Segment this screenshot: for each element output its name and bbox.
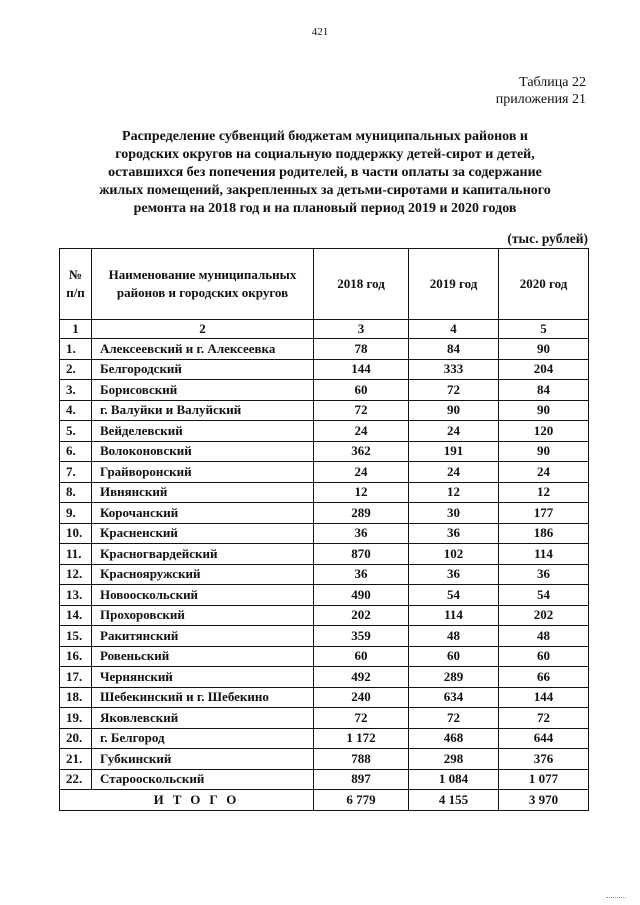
value-2019: 36 <box>409 523 499 544</box>
table-row <box>60 359 589 380</box>
units-note: (тыс. рублей) <box>507 231 588 246</box>
value-2019: 72 <box>409 708 499 729</box>
value-2019: 333 <box>409 359 499 380</box>
value-2020: 90 <box>499 339 589 360</box>
value-2018: 289 <box>314 503 409 524</box>
row-number: 15. <box>60 626 92 647</box>
value-2020: 186 <box>499 523 589 544</box>
row-number: 2. <box>60 359 92 380</box>
row-number: 16. <box>60 646 92 667</box>
value-2018: 24 <box>314 462 409 483</box>
value-2018: 359 <box>314 626 409 647</box>
scan-mark <box>606 897 626 901</box>
district-name: Алексеевский и г. Алексеевка <box>92 339 314 360</box>
value-2018: 897 <box>314 769 409 790</box>
value-2018: 78 <box>314 339 409 360</box>
district-name: Губкинский <box>92 749 314 770</box>
total-2020: 3 970 <box>499 790 589 811</box>
value-2019: 84 <box>409 339 499 360</box>
value-2019: 24 <box>409 462 499 483</box>
value-2019: 72 <box>409 380 499 401</box>
row-number: 6. <box>60 441 92 462</box>
value-2018: 60 <box>314 646 409 667</box>
district-name: Красненский <box>92 523 314 544</box>
header-num: № п/п <box>60 249 92 320</box>
value-2020: 66 <box>499 667 589 688</box>
table-row <box>60 400 589 421</box>
table-row <box>60 380 589 401</box>
table-row <box>60 339 589 360</box>
value-2018: 1 172 <box>314 728 409 749</box>
value-2020: 48 <box>499 626 589 647</box>
value-2018: 788 <box>314 749 409 770</box>
value-2018: 202 <box>314 605 409 626</box>
table-row <box>60 585 589 606</box>
header-row <box>60 249 589 320</box>
value-2019: 191 <box>409 441 499 462</box>
row-number: 19. <box>60 708 92 729</box>
value-2020: 72 <box>499 708 589 729</box>
district-name: Чернянский <box>92 667 314 688</box>
table-row <box>60 626 589 647</box>
header-name: Наименование муниципальных районов и городских округов <box>92 249 314 320</box>
table-row <box>60 646 589 667</box>
column-index: 3 <box>314 320 409 339</box>
district-name: Борисовский <box>92 380 314 401</box>
value-2020: 114 <box>499 544 589 565</box>
value-2019: 30 <box>409 503 499 524</box>
value-2020: 1 077 <box>499 769 589 790</box>
value-2018: 240 <box>314 687 409 708</box>
value-2019: 24 <box>409 421 499 442</box>
table-row <box>60 544 589 565</box>
value-2019: 60 <box>409 646 499 667</box>
value-2020: 204 <box>499 359 589 380</box>
table-row <box>60 441 589 462</box>
value-2020: 60 <box>499 646 589 667</box>
table-caption-line: приложения 21 <box>495 92 586 107</box>
district-name: Ровеньский <box>92 646 314 667</box>
district-name: Прохоровский <box>92 605 314 626</box>
row-number: 18. <box>60 687 92 708</box>
table-row <box>60 728 589 749</box>
value-2019: 12 <box>409 482 499 503</box>
row-number: 11. <box>60 544 92 565</box>
row-number: 9. <box>60 503 92 524</box>
table-row <box>60 462 589 483</box>
district-name: Белгородский <box>92 359 314 380</box>
total-2018: 6 779 <box>314 790 409 811</box>
value-2020: 36 <box>499 564 589 585</box>
district-name: Старооскольский <box>92 769 314 790</box>
table-row <box>60 503 589 524</box>
title-line: ремонта на 2018 год и на плановый период 2019 и 2020 годов <box>133 201 517 216</box>
value-2019: 90 <box>409 400 499 421</box>
value-2018: 24 <box>314 421 409 442</box>
row-number: 4. <box>60 400 92 421</box>
value-2020: 12 <box>499 482 589 503</box>
value-2020: 376 <box>499 749 589 770</box>
document-title <box>90 128 560 218</box>
value-2019: 468 <box>409 728 499 749</box>
table-row <box>60 564 589 585</box>
value-2020: 144 <box>499 687 589 708</box>
value-2018: 72 <box>314 400 409 421</box>
value-2020: 24 <box>499 462 589 483</box>
row-number: 12. <box>60 564 92 585</box>
value-2019: 298 <box>409 749 499 770</box>
value-2018: 12 <box>314 482 409 503</box>
value-2019: 634 <box>409 687 499 708</box>
district-name: Яковлевский <box>92 708 314 729</box>
column-index: 5 <box>499 320 589 339</box>
row-number: 10. <box>60 523 92 544</box>
value-2019: 289 <box>409 667 499 688</box>
district-name: Корочанский <box>92 503 314 524</box>
column-index-row <box>60 320 589 339</box>
value-2018: 490 <box>314 585 409 606</box>
value-2020: 54 <box>499 585 589 606</box>
row-number: 1. <box>60 339 92 360</box>
value-2019: 114 <box>409 605 499 626</box>
column-index: 4 <box>409 320 499 339</box>
row-number: 20. <box>60 728 92 749</box>
district-name: Вейделевский <box>92 421 314 442</box>
value-2019: 54 <box>409 585 499 606</box>
value-2018: 492 <box>314 667 409 688</box>
subsidy-table <box>59 248 589 811</box>
value-2020: 177 <box>499 503 589 524</box>
table-caption <box>496 74 586 108</box>
value-2018: 144 <box>314 359 409 380</box>
table-row <box>60 523 589 544</box>
value-2019: 36 <box>409 564 499 585</box>
value-2018: 72 <box>314 708 409 729</box>
total-row <box>60 790 589 811</box>
column-index: 2 <box>92 320 314 339</box>
table-row <box>60 667 589 688</box>
value-2020: 90 <box>499 400 589 421</box>
table-row <box>60 482 589 503</box>
total-2019: 4 155 <box>409 790 499 811</box>
value-2020: 644 <box>499 728 589 749</box>
district-name: Новооскольский <box>92 585 314 606</box>
total-label: ИТОГО <box>60 790 314 811</box>
table-caption-line: Таблица 22 <box>519 75 586 90</box>
value-2018: 36 <box>314 564 409 585</box>
table-row <box>60 605 589 626</box>
district-name: Красногвардейский <box>92 544 314 565</box>
table-row <box>60 687 589 708</box>
district-name: г. Валуйки и Валуйский <box>92 400 314 421</box>
value-2018: 60 <box>314 380 409 401</box>
district-name: Грайворонский <box>92 462 314 483</box>
district-name: Ивнянский <box>92 482 314 503</box>
row-number: 17. <box>60 667 92 688</box>
header-2020: 2020 год <box>499 249 589 320</box>
column-index: 1 <box>60 320 92 339</box>
row-number: 13. <box>60 585 92 606</box>
table-row <box>60 708 589 729</box>
district-name: Шебекинский и г. Шебекино <box>92 687 314 708</box>
row-number: 8. <box>60 482 92 503</box>
title-line: жилых помещений, закрепленных за детьми-сиротами и капитального <box>99 183 551 198</box>
value-2019: 102 <box>409 544 499 565</box>
value-2019: 1 084 <box>409 769 499 790</box>
district-name: г. Белгород <box>92 728 314 749</box>
value-2020: 90 <box>499 441 589 462</box>
header-2019: 2019 год <box>409 249 499 320</box>
page-number: 421 <box>311 26 329 38</box>
district-name: Волоконовский <box>92 441 314 462</box>
value-2020: 202 <box>499 605 589 626</box>
table-row <box>60 421 589 442</box>
table-row <box>60 749 589 770</box>
row-number: 22. <box>60 769 92 790</box>
value-2019: 48 <box>409 626 499 647</box>
district-name: Ракитянский <box>92 626 314 647</box>
title-line: оставшихся без попечения родителей, в части оплаты за содержание <box>108 165 542 180</box>
value-2018: 36 <box>314 523 409 544</box>
row-number: 3. <box>60 380 92 401</box>
row-number: 5. <box>60 421 92 442</box>
row-number: 21. <box>60 749 92 770</box>
value-2018: 870 <box>314 544 409 565</box>
district-name: Краснояружский <box>92 564 314 585</box>
row-number: 7. <box>60 462 92 483</box>
value-2018: 362 <box>314 441 409 462</box>
value-2020: 120 <box>499 421 589 442</box>
title-line: городских округов на социальную поддержку детей-сирот и детей, <box>115 147 535 162</box>
title-line: Распределение субвенций бюджетам муниципальных районов и <box>122 129 528 144</box>
header-2018: 2018 год <box>314 249 409 320</box>
row-number: 14. <box>60 605 92 626</box>
table-row <box>60 769 589 790</box>
value-2020: 84 <box>499 380 589 401</box>
